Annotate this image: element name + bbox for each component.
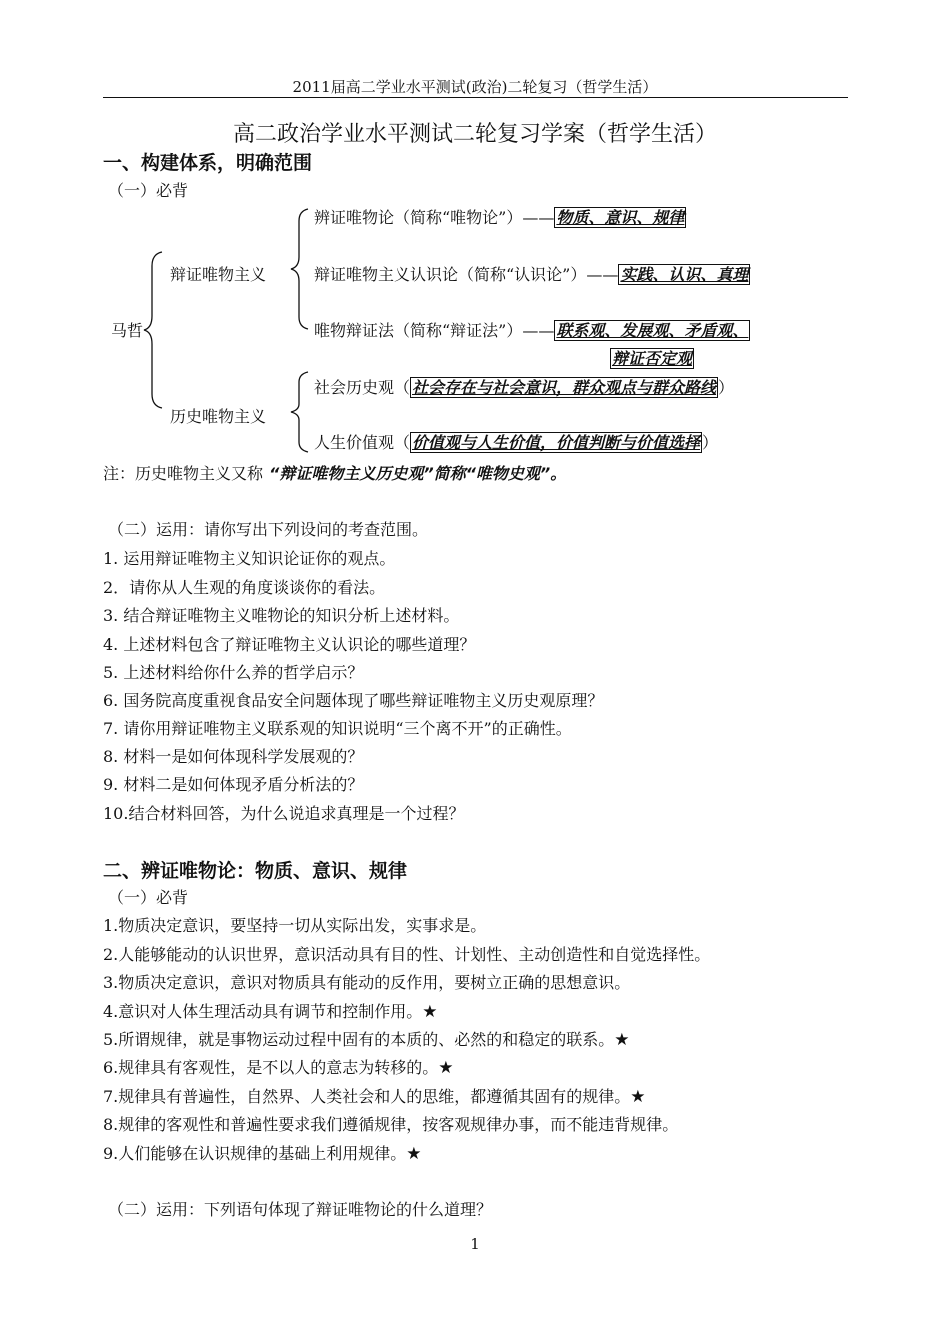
note — [103, 461, 566, 484]
tree-item-close: ） — [702, 433, 719, 452]
branch1-label: 辩证唯物主义 — [170, 265, 267, 284]
question-item: 10.结合材料回答，为什么说追求真理是一个过程？ — [103, 804, 465, 823]
note-prefix: 注：历史唯物主义又称 — [103, 464, 264, 483]
section2-part1-label: （一）必背 — [108, 888, 189, 907]
root-brace — [140, 250, 170, 410]
list-item — [103, 1055, 454, 1078]
tree-item-text: 人生价值观（ — [314, 433, 411, 452]
tree-item-social-history — [314, 375, 734, 398]
list-item — [103, 913, 486, 936]
page-number: 1 — [470, 1235, 480, 1253]
star-icon: ★ — [406, 1144, 422, 1164]
answer-box: 物质、意识、规律 — [556, 208, 685, 227]
header-rule — [103, 97, 848, 98]
tree-item-life-value — [314, 430, 718, 453]
answer-box: 辩证否定观 — [612, 349, 693, 368]
page-title: 高二政治学业水平测试二轮复习学案（哲学生活） — [232, 122, 717, 147]
question-item: 7. 请你用辩证唯物主义联系观的知识说明“三个离不开”的正确性。 — [103, 719, 572, 738]
list-item — [103, 1141, 422, 1164]
section1-heading: 一、构建体系，明确范围 — [103, 152, 313, 174]
question-item: 8. 材料一是如何体现科学发展观的？ — [103, 747, 364, 766]
answer-box: 实践、认识、真理 — [620, 265, 749, 284]
tree-item-text: 社会历史观（ — [314, 378, 411, 397]
tree-item-text: 辨证唯物论（简称“唯物论”）—— — [314, 208, 555, 227]
tree-root-label: 马哲 — [111, 321, 144, 340]
answer-box: 价值观与人生价值，价值判断与价值选择 — [412, 433, 701, 452]
running-header: 2011届高二学业水平测试(政治)二轮复习（哲学生活） — [292, 78, 658, 96]
section2-heading: 二、辨证唯物论：物质、意识、规律 — [103, 860, 408, 882]
tree-item-epistemology — [314, 262, 750, 285]
tree-item-text: 唯物辩证法（简称“辩证法”）—— — [314, 321, 555, 340]
question-item: 9. 材料二是如何体现矛盾分析法的？ — [103, 775, 364, 794]
star-icon: ★ — [438, 1058, 454, 1078]
star-icon: ★ — [422, 1002, 438, 1022]
list-item-text: 3.物质决定意识，意识对物质具有能动的反作用，要树立正确的思想意识。 — [103, 973, 631, 992]
answer-box: 社会存在与社会意识，群众观点与群众路线 — [412, 378, 717, 397]
section2-part2-label: （二）运用：下列语句体现了辩证唯物论的什么道理？ — [108, 1200, 493, 1219]
section1-part2-label: （二）运用：请你写出下列设问的考查范围。 — [108, 520, 429, 539]
question-item: 2．请你从人生观的角度谈谈你的看法。 — [103, 578, 386, 597]
list-item-text: 4.意识对人体生理活动具有调节和控制作用。 — [103, 1002, 423, 1021]
list-item — [103, 1084, 646, 1107]
question-item: 5. 上述材料给你什么养的哲学启示？ — [103, 663, 364, 682]
list-item-text: 8.规律的客观性和普遍性要求我们遵循规律，按客观规律办事，而不能违背规律。 — [103, 1115, 679, 1134]
branch2-brace — [288, 370, 312, 454]
question-item: 3. 结合辩证唯物主义唯物论的知识分析上述材料。 — [103, 606, 460, 625]
tree-item-text: 辩证唯物主义认识论（简称“认识论”）—— — [314, 265, 619, 284]
section1-part1-label: （一）必背 — [108, 181, 189, 200]
list-item — [103, 1027, 630, 1050]
list-item-text: 2.人能够能动的认识世界，意识活动具有目的性、计划性、主动创造性和自觉选择性。 — [103, 945, 711, 964]
answer-box: 联系观、发展观、矛盾观、 — [556, 321, 749, 340]
question-item: 4. 上述材料包含了辩证唯物主义认识论的哪些道理？ — [103, 635, 476, 654]
question-item: 6. 国务院高度重视食品安全问题体现了哪些辩证唯物主义历史观原理？ — [103, 691, 604, 710]
list-item-text: 1.物质决定意识，要坚持一切从实际出发，实事求是。 — [103, 916, 487, 935]
tree-item-dialectics-cont — [610, 346, 694, 369]
list-item-text: 6.规律具有客观性，是不以人的意志为转移的。 — [103, 1058, 439, 1077]
list-item — [103, 999, 438, 1022]
branch2-label: 历史唯物主义 — [170, 407, 267, 426]
star-icon: ★ — [614, 1030, 630, 1050]
star-icon: ★ — [630, 1087, 646, 1107]
question-item: 1. 运用辩证唯物主义知识论证你的观点。 — [103, 549, 396, 568]
tree-item-dialectics — [314, 318, 750, 341]
branch1-brace — [288, 207, 312, 331]
list-item-text: 9.人们能够在认识规律的基础上利用规律。 — [103, 1144, 407, 1163]
list-item-text: 7.规律具有普遍性，自然界、人类社会和人的思维，都遵循其固有的规律。 — [103, 1087, 631, 1106]
tree-item-close: ） — [718, 378, 735, 397]
list-item — [103, 942, 710, 965]
tree-item-materialism — [314, 205, 686, 228]
note-emphasis: “辩证唯物主义历史观”简称“唯物史观”。 — [269, 464, 567, 483]
list-item — [103, 1112, 678, 1135]
list-item — [103, 970, 630, 993]
list-item-text: 5.所谓规律，就是事物运动过程中固有的本质的、必然的和稳定的联系。 — [103, 1030, 615, 1049]
